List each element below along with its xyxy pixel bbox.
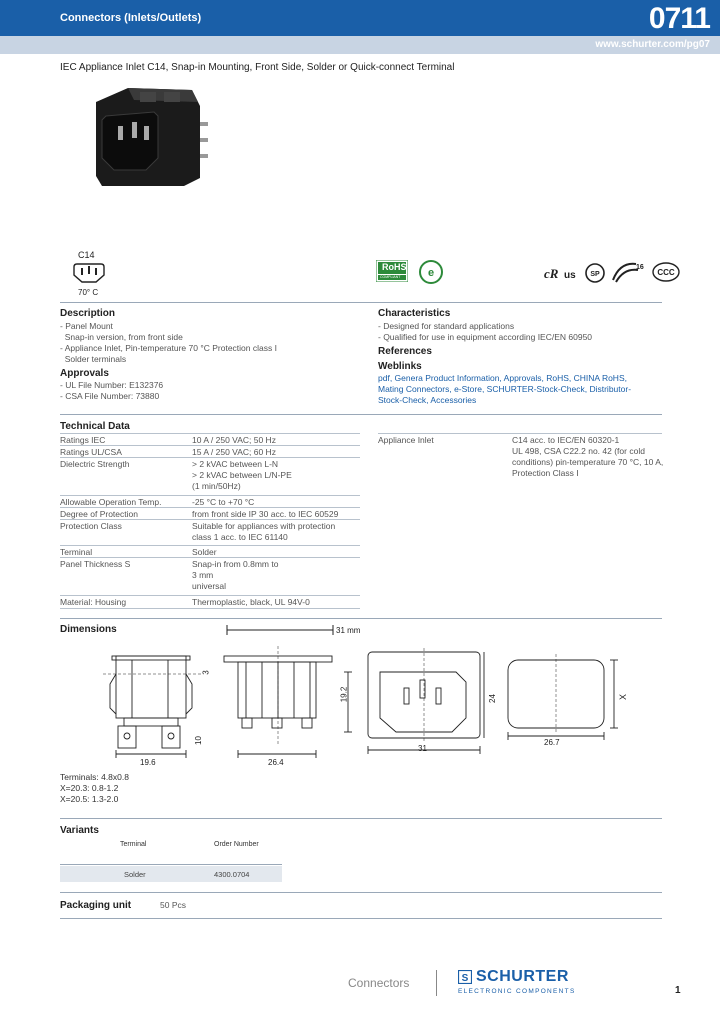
divider (60, 818, 662, 819)
description-line: - Panel Mount (60, 321, 113, 331)
variants-header-row (60, 840, 282, 852)
approval-line: - CSA File Number: 73880 (60, 391, 160, 401)
variant-order-number: 4300.0704 (214, 870, 250, 879)
panel-cutout-drawing (506, 654, 630, 752)
row-label: Terminal (60, 547, 93, 557)
terminals-note: Terminals: 4.8x0.8 (60, 772, 129, 782)
row-value: Thermoplastic, black, UL 94V-0 (192, 597, 310, 607)
weblinks-heading: Weblinks (378, 361, 422, 372)
packaging-value: 50 Pcs (160, 900, 186, 910)
header-bar (0, 0, 720, 36)
rohs-label: RoHS (382, 262, 407, 272)
characteristic-line: - Designed for standard applications (378, 321, 515, 331)
scale-label: 31 mm (336, 626, 361, 635)
dim-26-7: 26.7 (544, 738, 560, 747)
divider (60, 618, 662, 619)
characteristics-heading: Characteristics (378, 308, 451, 319)
divider (60, 892, 662, 893)
brand-name: SCHURTER (476, 968, 569, 985)
side-view-drawing (102, 644, 202, 768)
front-view-drawing (220, 644, 340, 768)
description-heading: Description (60, 308, 116, 319)
row-value: from front side IP 30 acc. to IEC 60529 (192, 509, 339, 519)
divider (60, 414, 662, 415)
row-label: Dielectric Strength (60, 459, 130, 469)
footer-section: Connectors (348, 976, 410, 990)
svg-text:S: S (461, 973, 469, 984)
weblinks-line[interactable]: Mating Connectors, e-Store, SCHURTER-Stock-Check, Distributor- (378, 384, 632, 394)
row-label: Panel Thickness S (60, 559, 131, 569)
table-row (60, 519, 360, 544)
table-row (60, 557, 360, 594)
svg-text:CCC: CCC (657, 268, 675, 277)
row-label: Protection Class (60, 521, 122, 531)
weblinks-line[interactable]: Stock-Check, Accessories (378, 395, 477, 405)
variant-terminal: Solder (124, 870, 146, 879)
row-label: Degree of Protection (60, 509, 138, 519)
footer-divider (436, 970, 437, 996)
row-value: C14 acc. to IEC/EN 60320-1 UL 498, CSA C22.2 no. 42 (for cold conditions) pin-temperature 70 °C, 10 A, Protection Class I (512, 435, 664, 478)
row-label: Material: Housing (60, 597, 127, 607)
scale-bar (226, 624, 334, 638)
divider (60, 302, 662, 303)
table-row (60, 595, 360, 609)
dim-24: 24 (487, 694, 497, 703)
svg-text:SP: SP (590, 271, 600, 278)
ul-badge-icon (544, 264, 580, 286)
approval-line: - UL File Number: E132376 (60, 380, 164, 390)
row-label: Ratings IEC (60, 435, 106, 445)
divider (60, 918, 662, 919)
dimensions-heading: Dimensions (60, 624, 117, 635)
row-label: Ratings UL/CSA (60, 447, 122, 457)
row-value: > 2 kVAC between L-N > 2 kVAC between L/N-PE (1 min/50Hz) (192, 459, 292, 491)
approvals-heading: Approvals (60, 368, 109, 379)
row-label: Allowable Operation Temp. (60, 497, 162, 507)
website-link[interactable]: www.schurter.com/pg07 (595, 39, 710, 50)
c14-label: C14 (78, 250, 95, 260)
csa-badge-icon (584, 262, 606, 286)
terminals-note: X=20.3: 0.8-1.2 (60, 783, 119, 793)
ccc-badge-icon (652, 262, 680, 284)
dim-31: 31 (418, 744, 427, 753)
svg-text:e: e (427, 267, 435, 279)
table-row[interactable] (60, 866, 282, 882)
variants-heading: Variants (60, 825, 99, 836)
appliance-inlet-row (378, 433, 662, 482)
svg-text:cR: cR (544, 266, 559, 281)
description-line: Snap-in version, from front side (60, 332, 183, 342)
dim-19-6: 19.6 (140, 758, 156, 767)
divider (60, 864, 282, 865)
row-value: -25 °C to +70 °C (192, 497, 255, 507)
dim-x: X (618, 693, 629, 701)
page-number: 1 (675, 985, 681, 996)
col-order-number: Order Number (214, 841, 259, 848)
category-title: Connectors (Inlets/Outlets) (60, 12, 202, 24)
dim-19-2: 19.2 (339, 686, 349, 703)
row-value: Snap-in from 0.8mm to 3 mm universal (192, 559, 279, 591)
row-value: 15 A / 250 VAC; 60 Hz (192, 447, 276, 457)
row-value: Solder (192, 547, 217, 557)
technical-heading: Technical Data (60, 421, 130, 432)
svg-text:us: us (564, 270, 576, 281)
china-rohs-icon (418, 260, 444, 286)
page-code: 0711 (648, 2, 710, 35)
dim-26-4: 26.4 (268, 758, 284, 767)
references-heading: References (378, 346, 432, 357)
c14-symbol-icon (72, 262, 106, 286)
description-line: Solder terminals (60, 354, 127, 364)
description-line: - Appliance Inlet, Pin-temperature 70 °C Protection class I (60, 343, 277, 353)
dim-3: 3 (201, 670, 211, 675)
product-title: IEC Appliance Inlet C14, Snap-in Mounting, Front Side, Solder or Quick-connect Terminal (60, 62, 455, 73)
table-row (60, 457, 360, 494)
row-label: Appliance Inlet (378, 435, 434, 445)
url-bar (0, 36, 720, 54)
packaging-heading: Packaging unit (60, 900, 132, 911)
weblinks-line[interactable]: pdf, Genera Product Information, Approvals, RoHS, CHINA RoHS, (378, 373, 627, 383)
schurter-logo-icon (458, 970, 472, 986)
col-terminal: Terminal (120, 841, 147, 848)
dim-10: 10 (193, 736, 203, 745)
rohs-sub: COMPLIANT (380, 275, 401, 279)
temp-label: 70° C (78, 288, 99, 297)
inlet-face-drawing (338, 646, 488, 760)
product-image (88, 82, 210, 192)
brand-subtitle: ELECTRONIC COMPONENTS (458, 988, 576, 995)
enec-number: 16 (636, 264, 644, 271)
characteristic-line: - Qualified for use in equipment according IEC/EN 60950 (378, 332, 593, 342)
row-value: 10 A / 250 VAC; 50 Hz (192, 435, 276, 445)
terminals-note: X=20.5: 1.3-2.0 (60, 794, 119, 804)
row-value: Suitable for appliances with protection class 1 acc. to IEC 61140 (192, 521, 336, 542)
